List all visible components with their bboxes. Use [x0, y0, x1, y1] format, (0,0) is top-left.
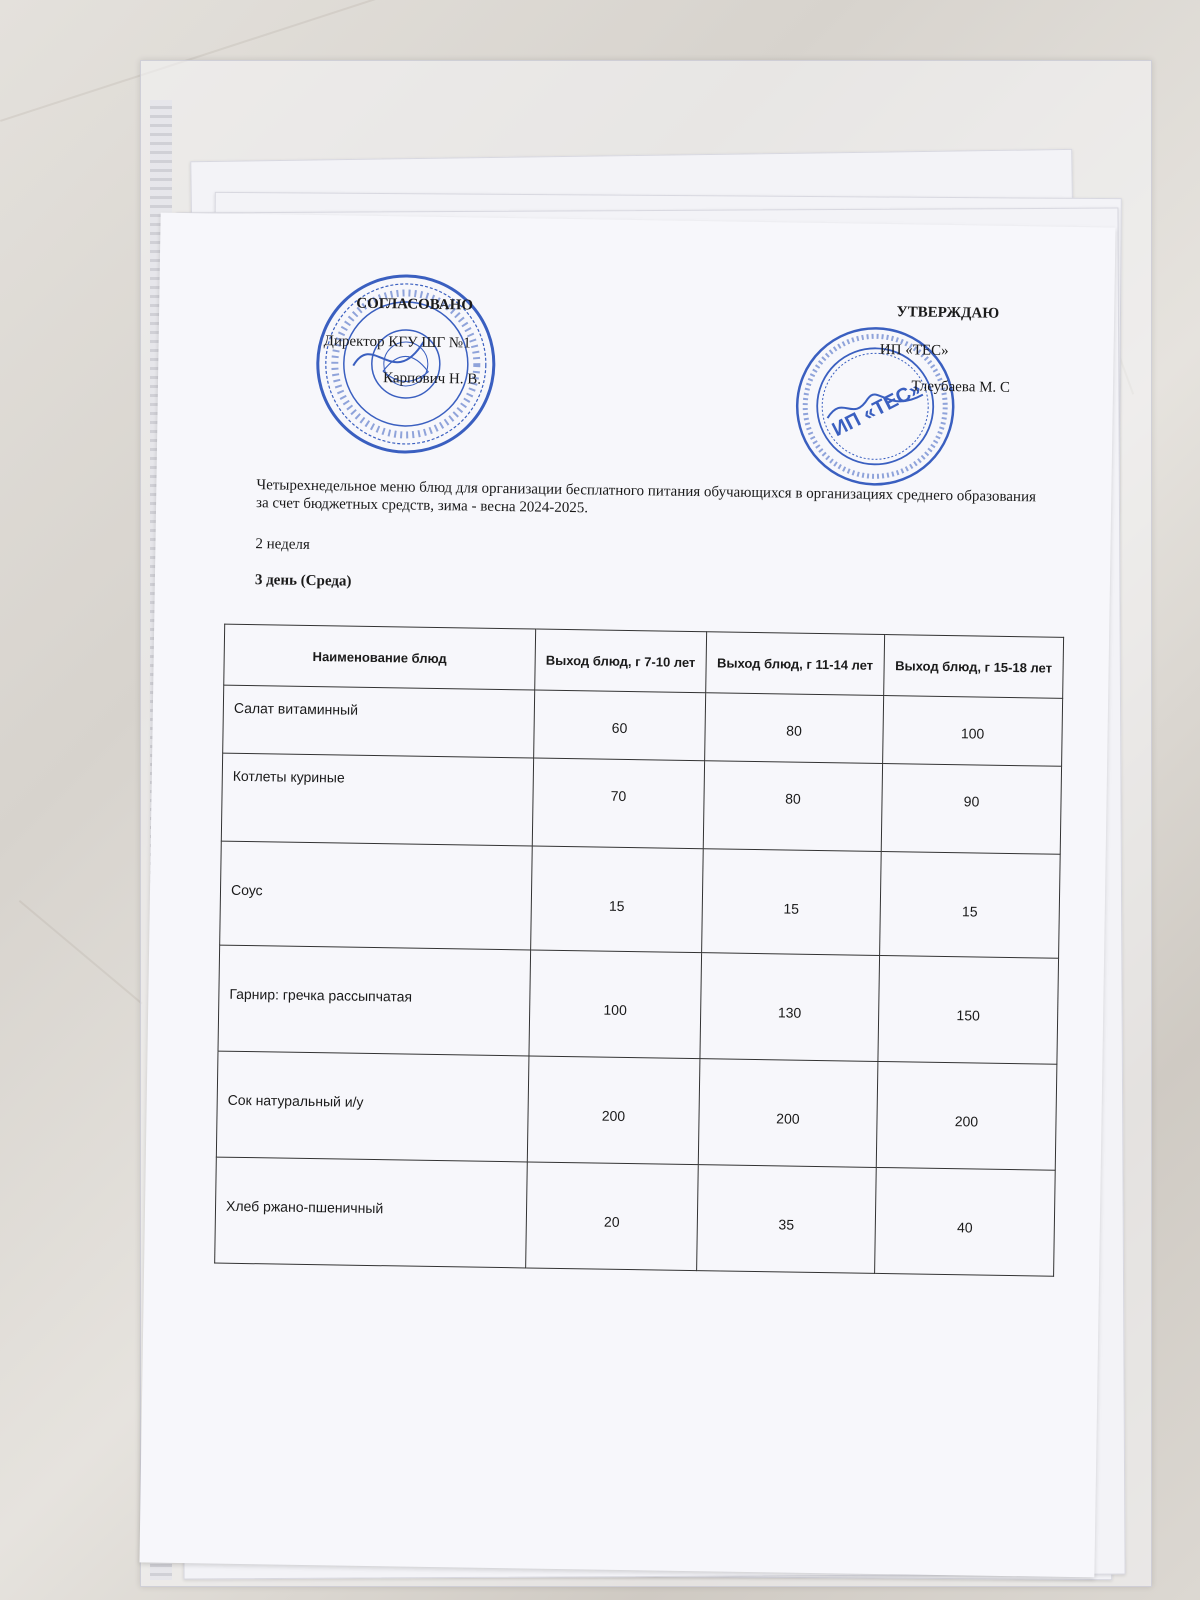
yield-value: 35: [696, 1165, 876, 1274]
week-label: 2 неделя: [255, 536, 311, 553]
approval-left-position: Директор КГУ ШГ №1: [323, 333, 471, 352]
approval-block-left: [323, 293, 482, 389]
yield-value: 70: [532, 758, 704, 849]
day-label: 3 день (Среда): [254, 572, 352, 590]
stamp-right-label: ИП «ТЕС»: [828, 377, 925, 442]
approval-right-organization: ИП «ТЕС»: [879, 341, 949, 359]
yield-value: 15: [531, 846, 703, 953]
approval-left-title: СОГЛАСОВАНО: [356, 295, 474, 314]
yield-value: 200: [876, 1061, 1057, 1170]
yield-value: 15: [880, 851, 1061, 958]
dish-name: Хлеб ржано-пшеничный: [215, 1157, 528, 1268]
marble-vein: [19, 900, 143, 1004]
yield-value: 20: [526, 1162, 699, 1271]
yield-value: 60: [534, 690, 706, 761]
yield-value: 130: [700, 953, 880, 1062]
table-row: [220, 841, 1061, 958]
dish-name: Соус: [220, 841, 533, 950]
yield-value: 40: [875, 1167, 1056, 1276]
table-row: [216, 1051, 1057, 1170]
dish-name: Сок натуральный и/у: [216, 1051, 529, 1162]
header-yield-11-14: Выход блюд, г 11-14 лет: [706, 632, 885, 696]
table-row: [221, 753, 1061, 854]
yield-value: 200: [698, 1059, 878, 1168]
yield-value: 80: [703, 761, 883, 852]
yield-value: 15: [701, 849, 881, 956]
header-yield-15-18: Выход блюд, г 15-18 лет: [884, 635, 1064, 699]
yield-value: 100: [529, 950, 702, 1059]
menu-table: [214, 624, 1064, 1277]
approval-block-right: [848, 301, 1011, 397]
dish-name: Котлеты куриные: [221, 753, 533, 846]
yield-value: 80: [704, 693, 883, 764]
approval-right-name: Тлеубаева М. С: [911, 378, 1011, 396]
yield-value: 90: [881, 763, 1061, 854]
menu-document-page: [139, 213, 1115, 1578]
yield-value: 150: [878, 955, 1059, 1064]
table-row: [218, 945, 1059, 1064]
yield-value: 200: [527, 1056, 700, 1165]
document-intro: Четырехнедельное меню блюд для организации бесплатного питания обучающихся в организациях среднего образования за счет бюджетных средств, зима - весна 2024-2025.: [255, 477, 1037, 517]
table-row: [215, 1157, 1056, 1276]
yield-value: 100: [883, 695, 1063, 766]
dish-name: Салат витаминный: [223, 685, 535, 758]
approval-left-name: Карпович Н. В.: [382, 370, 482, 388]
approval-right-title: УТВЕРЖДАЮ: [896, 304, 1000, 322]
header-yield-7-10: Выход блюд, г 7-10 лет: [535, 629, 707, 693]
dish-name: Гарнир: гречка рассыпчатая: [218, 945, 531, 1056]
header-dish-name: Наименование блюд: [224, 624, 536, 690]
